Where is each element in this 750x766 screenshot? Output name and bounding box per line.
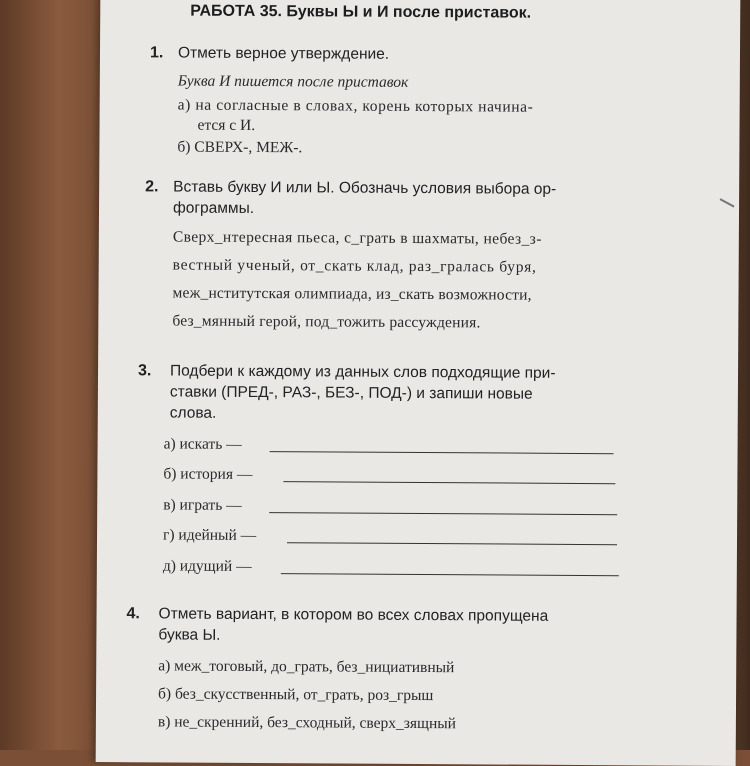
task2-instruction-line2: фограммы. [172,199,255,217]
task1-option-a-line2: ется с И. [197,116,256,135]
task3-number: 3. [137,362,152,380]
task4-option[interactable]: б) без_скусственный, от_грать, роз_грыш [158,685,434,705]
task3-instruction-line3: слова. [169,404,217,422]
task2-exercise-line: вестный ученый, от_скать клад, раз_гралась буря, [172,256,537,276]
task3-answer-line[interactable] [287,542,617,545]
task1-number: 1. [149,44,164,62]
task3-item-label: в) играть — [163,496,242,514]
workbook-page [96,0,741,766]
task4-option[interactable]: в) не_скренний, без_сходный, сверх_зящный [157,713,457,733]
task3-answer-line[interactable] [269,512,617,515]
task2-instruction-line1: Вставь букву И или Ы. Обозначь условия выбора ор- [173,178,557,198]
task4-instruction-line1: Отметь вариант, в котором во всех словах пропущена [158,605,549,625]
task1-option-a-line1[interactable]: а) на согласные в словах, корень которых начина- [177,96,534,116]
task3-answer-line[interactable] [270,451,614,454]
task3-item-label: а) искать — [163,435,242,453]
task3-answer-line[interactable] [283,481,615,484]
task1-option-b[interactable]: б) СВЕРХ-, МЕЖ-. [177,138,303,157]
task3-item-label: д) идущий — [162,557,252,575]
task2-exercise-line: меж_нститутская олимпиада, из_скать возможности, [172,284,532,304]
page-title: РАБОТА 35. Буквы Ы и И после приставок. [190,2,532,22]
task2-exercise-line: Сверх_нтересная пьеса, с_грать в шахматы, небез_з- [172,228,542,248]
pencil-tick-mark [720,198,735,207]
task4-instruction-line2: буква Ы. [158,626,221,644]
task4-number: 4. [126,605,140,623]
task3-item-label: г) идейный — [162,526,257,545]
task3-item-label: б) история — [163,465,253,483]
task4-option[interactable]: а) меж_тоговый, до_грать, без_нициативный [158,657,455,677]
task1-instruction: Отметь верное утверждение. [177,44,390,63]
task1-intro: Буква И пишется после приставок [177,72,409,91]
task2-number: 2. [145,178,159,196]
task3-instruction-line2: ставки (ПРЕД-, РАЗ-, БЕЗ-, ПОД-) и запиши новые [169,383,533,403]
task2-exercise-line: без_мянный герой, под_тожить рассуждения. [172,312,481,332]
task3-instruction-line1: Подбери к каждому из данных слов подходящие при- [169,362,556,382]
task3-answer-line[interactable] [281,573,619,576]
